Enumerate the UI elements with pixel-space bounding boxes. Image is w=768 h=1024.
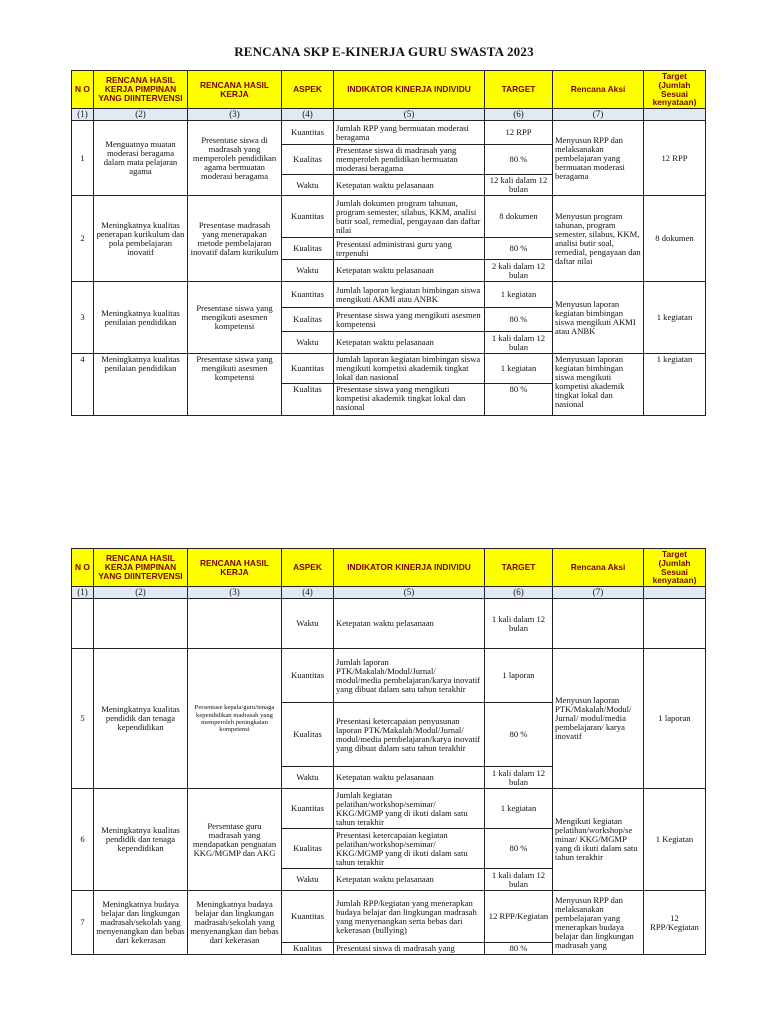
target-cell: 80 % xyxy=(485,703,553,767)
indikator-cell: Ketepatan waktu pelasanaan xyxy=(334,175,485,196)
target-cell: 12 RPP/Kegiatan xyxy=(485,891,553,943)
col-number xyxy=(644,109,706,121)
aspek-cell: Kualitas xyxy=(282,384,334,416)
header-indikator: INDIKATOR KINERJA INDIVIDU xyxy=(334,71,485,109)
target-cell: 80 % xyxy=(485,829,553,869)
col-number: (6) xyxy=(485,587,553,599)
target-cell: 12 kali dalam 12 bulan xyxy=(485,175,553,196)
row-no xyxy=(72,599,94,649)
skp-table-1 xyxy=(71,70,706,416)
header-indikator: INDIKATOR KINERJA INDIVIDU xyxy=(334,549,485,587)
rhk-cell: Persentase guru madrasah yang mendapatkan penguatan KKG/MGMP dan AKG xyxy=(188,789,282,891)
indikator-cell: Ketepatan waktu pelasanaan xyxy=(334,599,485,649)
indikator-cell: Presentase siswa di madrasah yang memperoleh pendidikan bermuatan moderasi beragama xyxy=(334,145,485,175)
rencana-aksi-cell: Menyusun laporan kegiatan bimbingan siswa mengikuti AKMI atau ANBK xyxy=(553,282,644,354)
rhk-cell: Persentase kepala/guru/tenaga kependidikan madrasah yang memperoleh peningkatan kompetensi xyxy=(188,649,282,789)
target-cell: 80 % xyxy=(485,384,553,416)
rhk-cell xyxy=(188,599,282,649)
rhk-pimpinan-cell: Meningkatnya budaya belajar dan lingkungan madrasah/sekolah yang menyenangkan dan bebas dari kekerasan xyxy=(94,891,188,955)
aspek-cell: Kuantitas xyxy=(282,789,334,829)
target-sesuai-cell: 12 RPP/Kegiatan xyxy=(644,891,706,955)
rencana-aksi-cell: Menyusun laporan PTK/Makalah/Modul/ Jurnal/ modul/media pembelajaran/ karya inovatif xyxy=(553,649,644,789)
target-cell: 1 kali dalam 12 bulan xyxy=(485,332,553,354)
indikator-cell: Ketepatan waktu pelasanaan xyxy=(334,332,485,354)
col-number: (7) xyxy=(553,587,644,599)
col-number: (6) xyxy=(485,109,553,121)
indikator-cell: Presentasi ketercapaian kegiatan pelatihan/workshop/seminar/ KKG/MGMP yang di ikuti dalam satu tahun terakhir xyxy=(334,829,485,869)
header-row xyxy=(72,549,706,587)
target-sesuai-cell: 1 Kegiatan xyxy=(644,789,706,891)
target-cell: 1 laporan xyxy=(485,649,553,703)
rhk-cell: Meningkatnya budaya belajar dan lingkungan madrasah/sekolah yang menyenangkan dan bebas dari kekerasan xyxy=(188,891,282,955)
header-target: TARGET xyxy=(485,71,553,109)
aspek-cell: Kualitas xyxy=(282,829,334,869)
table-row xyxy=(72,789,706,829)
target-cell: 1 kegiatan xyxy=(485,282,553,308)
col-number: (1) xyxy=(72,587,94,599)
rhk-pimpinan-cell: Meningkatnya kualitas penilaian pendidikan xyxy=(94,354,188,416)
header-aspek: ASPEK xyxy=(282,71,334,109)
col-number: (5) xyxy=(334,587,485,599)
table-row xyxy=(72,121,706,145)
col-number: (7) xyxy=(553,109,644,121)
header-target-sesuai: Target (Jumlah Sesuai kenyataan) xyxy=(644,71,706,109)
indikator-cell: Ketepatan waktu pelasanaan xyxy=(334,767,485,789)
aspek-cell: Kuantitas xyxy=(282,354,334,384)
indikator-cell: Ketepatan waktu pelasanaan xyxy=(334,260,485,282)
header-rencana-aksi: Rencana Aksi xyxy=(553,71,644,109)
target-cell: 80 % xyxy=(485,145,553,175)
aspek-cell: Kuantitas xyxy=(282,121,334,145)
header-rhk-pimpinan: RENCANA HASIL KERJA PIMPINAN YANG DIINTERVENSI xyxy=(94,71,188,109)
header-target: TARGET xyxy=(485,549,553,587)
table-row xyxy=(72,196,706,238)
target-cell: 80 % xyxy=(485,943,553,955)
rhk-pimpinan-cell: Meningkatnya kualitas penilaian pendidikan xyxy=(94,282,188,354)
target-cell: 1 kali dalam 12 bulan xyxy=(485,869,553,891)
header-no: N O xyxy=(72,71,94,109)
table-row xyxy=(72,599,706,649)
indikator-cell: Jumlah RPP/kegiatan yang menerapkan budaya belajar dan lingkungan madrasah yang menyenangkan serta bebas dari kekerasan (bullying) xyxy=(334,891,485,943)
aspek-cell: Kualitas xyxy=(282,145,334,175)
rhk-pimpinan-cell: Meningkatnya kualitas pendidik dan tenaga kependidikan xyxy=(94,789,188,891)
target-sesuai-cell: 12 RPP xyxy=(644,121,706,196)
col-number xyxy=(644,587,706,599)
target-cell: 12 RPP xyxy=(485,121,553,145)
indikator-cell: Jumlah laporan kegiatan bimbingan siswa mengikuti kompetisi akademik tingkat lokal dan nasional xyxy=(334,354,485,384)
col-number: (4) xyxy=(282,587,334,599)
row-no: 7 xyxy=(72,891,94,955)
indikator-cell: Presentase siswa yang mengikuti asesmen kompetensi xyxy=(334,308,485,332)
col-number: (2) xyxy=(94,587,188,599)
header-rhk: RENCANA HASIL KERJA xyxy=(188,549,282,587)
table-row xyxy=(72,282,706,308)
header-rhk: RENCANA HASIL KERJA xyxy=(188,71,282,109)
target-cell: 1 kegiatan xyxy=(485,354,553,384)
target-cell: 1 kegiatan xyxy=(485,789,553,829)
indikator-cell: Presentasi siswa di madrasah yang xyxy=(334,943,485,955)
header-no: N O xyxy=(72,549,94,587)
rhk-pimpinan-cell: Meningkatnya kualitas pendidik dan tenaga kependidikan xyxy=(94,649,188,789)
target-sesuai-cell: 1 kegiatan xyxy=(644,282,706,354)
table-row xyxy=(72,891,706,943)
target-sesuai-cell: 1 kegiatan xyxy=(644,354,706,416)
col-number: (2) xyxy=(94,109,188,121)
column-number-row xyxy=(72,109,706,121)
rhk-cell: Presentase siswa yang mengikuti asesmen kompetensi xyxy=(188,354,282,416)
rhk-cell: Presentase siswa yang mengikuti asesmen kompetensi xyxy=(188,282,282,354)
indikator-cell: Ketepatan waktu pelasanaan xyxy=(334,869,485,891)
indikator-cell: Jumlah dokumen program tahunan, program semester, silabus, KKM, analisi butir soal, remedial, pengayaan dan daftar nilai xyxy=(334,196,485,238)
target-cell: 1 kali dalam 12 bulan xyxy=(485,767,553,789)
table-row xyxy=(72,354,706,384)
target-cell: 1 kali dalam 12 bulan xyxy=(485,599,553,649)
indikator-cell: Jumlah RPP yang bermuatan moderasi beragama xyxy=(334,121,485,145)
target-sesuai-cell: 8 dokumen xyxy=(644,196,706,282)
aspek-cell: Kuantitas xyxy=(282,649,334,703)
aspek-cell: Kualitas xyxy=(282,308,334,332)
rhk-pimpinan-cell xyxy=(94,599,188,649)
row-no: 3 xyxy=(72,282,94,354)
target-cell: 2 kali dalam 12 bulan xyxy=(485,260,553,282)
rhk-cell: Presentase siswa di madrasah yang memperoleh pendidikan agama bermuatan moderasi beragama xyxy=(188,121,282,196)
target-sesuai-cell: 1 laporan xyxy=(644,649,706,789)
rencana-aksi-cell: Menyusun RPP dan melaksanakan pembelajaran yang menerapkan budaya belajar dan lingkungan madrasah yang xyxy=(553,891,644,955)
aspek-cell: Kualitas xyxy=(282,703,334,767)
target-sesuai-cell xyxy=(644,599,706,649)
row-no: 1 xyxy=(72,121,94,196)
rhk-pimpinan-cell: Meningkatnya kualitas penerapan kurikulum dan pola pembelajaran inovatif xyxy=(94,196,188,282)
row-no: 5 xyxy=(72,649,94,789)
rhk-cell: Presentase madrasah yang menerapakan metode pembelajaran inovatif dalam kurikulum xyxy=(188,196,282,282)
aspek-cell: Kualitas xyxy=(282,943,334,955)
indikator-cell: Jumlah kegiatan pelatihan/workshop/seminar/ KKG/MGMP yang di ikuti dalam satu tahun terakhir xyxy=(334,789,485,829)
column-number-row xyxy=(72,587,706,599)
indikator-cell: Presentasi administrasi guru yang terpenuhi xyxy=(334,238,485,260)
skp-table-2 xyxy=(71,548,706,955)
col-number: (5) xyxy=(334,109,485,121)
row-no: 2 xyxy=(72,196,94,282)
rencana-aksi-cell: Menyusuan laporan kegiatan bimbingan siswa mengikuti kompetisi akademik tingkat lokal dan nasional xyxy=(553,354,644,416)
header-aspek: ASPEK xyxy=(282,549,334,587)
col-number: (4) xyxy=(282,109,334,121)
row-no: 6 xyxy=(72,789,94,891)
header-rencana-aksi: Rencana Aksi xyxy=(553,549,644,587)
aspek-cell: Waktu xyxy=(282,260,334,282)
target-cell: 80 % xyxy=(485,308,553,332)
page-title: RENCANA SKP E-KINERJA GURU SWASTA 2023 xyxy=(234,44,534,59)
indikator-cell: Presentasi ketercapaian penyusunan laporan PTK/Makalah/Modul/Jurnal/ modul/media pembelajaran/karya inovatif yang dibuat dalam satu tahun terakhir xyxy=(334,703,485,767)
header-target-sesuai: Target (Jumlah Sesuai kenyataan) xyxy=(644,549,706,587)
aspek-cell: Kuantitas xyxy=(282,891,334,943)
aspek-cell: Kuantitas xyxy=(282,196,334,238)
rhk-pimpinan-cell: Menguatnya muatan moderasi beragama dalam mata pelajaran agama xyxy=(94,121,188,196)
row-no: 4 xyxy=(72,354,94,416)
aspek-cell: Waktu xyxy=(282,332,334,354)
indikator-cell: Presentase siswa yang mengikuti kompetisi akademik tingkat lokal dan nasional xyxy=(334,384,485,416)
aspek-cell: Waktu xyxy=(282,599,334,649)
rencana-aksi-cell: Menyusun RPP dan melaksanakan pembelajaran yang bermuatan moderasi beragama xyxy=(553,121,644,196)
aspek-cell: Kuantitas xyxy=(282,282,334,308)
aspek-cell: Waktu xyxy=(282,175,334,196)
indikator-cell: Jumlah laporan kegiatan bimbingan siswa mengikuti AKMI atau ANBK xyxy=(334,282,485,308)
aspek-cell: Waktu xyxy=(282,767,334,789)
rencana-aksi-cell: Mengikuti kegiatan pelatihan/workshop/se minar/ KKG/MGMP yang di ikuti dalam satu tahun terakhir xyxy=(553,789,644,891)
col-number: (1) xyxy=(72,109,94,121)
header-row xyxy=(72,71,706,109)
target-cell: 8 dokumen xyxy=(485,196,553,238)
rencana-aksi-cell xyxy=(553,599,644,649)
aspek-cell: Waktu xyxy=(282,869,334,891)
col-number: (3) xyxy=(188,587,282,599)
header-rhk-pimpinan: RENCANA HASIL KERJA PIMPINAN YANG DIINTERVENSI xyxy=(94,549,188,587)
table-row xyxy=(72,649,706,703)
indikator-cell: Jumlah laporan PTK/Makalah/Modul/Jurnal/ modul/media pembelajaran/karya inovatif yang dibuat dalam satu tahun terakhir xyxy=(334,649,485,703)
rencana-aksi-cell: Menyusun program tahunan, program semester, silabus, KKM, analisi butir soal, remedial, pengayaan dan daftar nilai xyxy=(553,196,644,282)
col-number: (3) xyxy=(188,109,282,121)
target-cell: 80 % xyxy=(485,238,553,260)
aspek-cell: Kualitas xyxy=(282,238,334,260)
